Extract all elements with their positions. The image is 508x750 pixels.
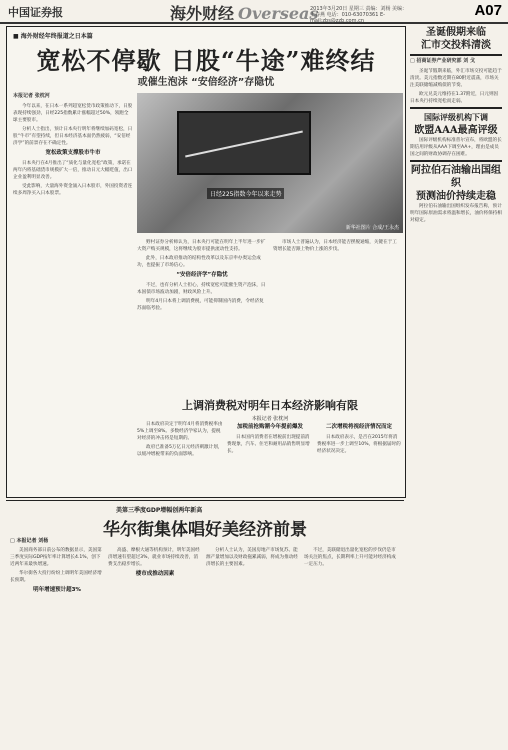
lead-subheading: “安倍经济学”存隐忧 — [176, 272, 228, 278]
paragraph: 野村证券分析师认为，日本央行可能在明年上半年进一步扩大资产购买规模，这将继续为股市提供流动性支持。 — [137, 240, 266, 252]
right-byline: □ 招商证券产业研究部 刘 戈 — [410, 58, 475, 64]
inner-subheading: 二次增税将视经济情况而定 — [325, 424, 392, 430]
paragraph: 今年以来，在日本一系列超宽松货币政策推动下，日股表现持续强劲，日经225指数累计涨幅超过50%，领跑全球主要股市。 — [13, 104, 133, 123]
bottom-kicker: 美第三季度GDP增幅创两年新高 — [116, 507, 203, 514]
lead-article — [6, 26, 406, 498]
paragraph: 不过，美联储退出量化宽松的步伐仍是市场关注的焦点，长期利率上升可能对经济构成一定压力。 — [304, 548, 396, 567]
paragraph: 日本政府表示，是否在2015年将消费税率进一步上调至10%，将根据届时的经济状况决定。 — [317, 435, 401, 454]
right-headline-4: 欧盟AAA最高评级 — [414, 125, 498, 136]
photo-credit: 新华社图片 合成/王永杰 — [345, 225, 399, 231]
bottom-subheading: 楼市成推动因素 — [135, 571, 175, 577]
right-headline-3: 国际评级机构下调 — [424, 112, 488, 122]
right-text-a — [410, 58, 502, 105]
paragraph: 分析人士指出，预计日本央行明年将继续加码宽松，日股“牛市”有望持续，但日本经济基本面仍然疲弱，“安倍经济学”的前景存在不确定性。 — [13, 127, 133, 146]
divider — [410, 160, 502, 162]
paragraph: 受此影响，大量海外资金涌入日本股市，外国投资者连续多周净买入日本股票。 — [13, 184, 133, 196]
lead-subheading: 宽松政策支撑股市牛市 — [45, 150, 101, 156]
bottom-article — [6, 500, 404, 746]
section-title-cn: 海外财经 — [170, 4, 235, 23]
inner-column-3 — [317, 421, 401, 457]
section-title-en: Overseas — [238, 4, 319, 23]
right-column — [410, 26, 502, 226]
paragraph: 明年4月日本将上调消费税，可能抑制国内消费，令经济复苏面临考验。 — [137, 299, 264, 311]
paragraph: 阿拉伯石油输出国组织发布报告称，预计明年国际原油需求将温和增长，油价将保持相对稳定。 — [410, 204, 502, 223]
lead-byline: 本报记者 张枕河 — [13, 93, 50, 99]
photo-caption: 日经225指数今年以来走势 — [207, 188, 284, 199]
inner-article-head — [137, 397, 403, 422]
paragraph: 日本央行在4月推出了“质化与量化宽松”政策，承诺在两年内将基础货币规模扩大一倍，推动日元大幅贬值，出口企业盈利明显改善。 — [13, 161, 133, 180]
paragraph: 日本国内消费者在增税前出现提前消费现象，汽车、住宅和耐用品销售明显增长。 — [227, 435, 310, 454]
inner-byline: 本报记者 张枕河 — [251, 416, 289, 422]
bottom-column-1 — [10, 547, 104, 597]
inner-column-1 — [137, 421, 223, 460]
paragraph: 华尔街各大投行纷纷上调明年美国经济增长预期。 — [10, 571, 102, 583]
masthead: 中国证券报 — [8, 6, 63, 19]
lead-column-3 — [273, 239, 401, 255]
lead-column-2 — [137, 239, 267, 314]
section-title — [170, 1, 318, 24]
page-number: A07 — [474, 2, 502, 19]
divider — [410, 54, 502, 56]
paragraph: 圣诞节假期来临，外汇市场交投可能趋于清淡。美元指数近期在80附近震荡，市场关注美联储缩减购债的节奏。 — [410, 69, 502, 88]
inner-column-2 — [227, 421, 313, 457]
paragraph: 国际评级机构标准普尔宣布，将欧盟的长期信用评级从AAA下调至AA+，理由是成员国之间的财政协调存在困难。 — [410, 138, 502, 157]
right-headline-6: 预测油价持续走稳 — [416, 191, 496, 202]
paragraph: 高盛、摩根大通等机构预计，明年美国经济增速有望超过3%，就业市场持续改善，消费支出稳步增长。 — [108, 548, 200, 567]
paragraph: 政府已准备5万亿日元经济刺激计划，以缓冲增税带来的负面影响。 — [137, 445, 223, 457]
right-headline-5: 阿拉伯石油输出国组织 — [411, 165, 501, 189]
bottom-column-3 — [206, 547, 300, 570]
right-text-b — [410, 137, 502, 158]
bottom-byline: □ 本报记者 刘杨 — [10, 538, 49, 544]
right-text-c — [410, 203, 502, 224]
paragraph: 分析人士认为，美国房地产市场复苏、能源产量增加以及财政拖累减弱，将成为推动经济增长的主要因素。 — [206, 548, 298, 567]
photo-chart-screen — [177, 111, 311, 175]
paragraph: 此外，日本政府推动的结构性改革以及东京申办奥运会成功，也提振了市场信心。 — [137, 256, 261, 268]
right-headline-1: 圣诞假期来临 — [426, 27, 486, 38]
paragraph: 日本政府决定于明年4月将消费税率由5%上调至8%。多数经济学家认为，提税对经济的冲击将是短期的。 — [137, 422, 223, 441]
page-meta: 2013年3月20日 星期三 责编：刘杨 美编：王春燕 电话：010-63070361 E-mail:zbs@zzb.com.cn — [310, 6, 408, 24]
lead-subhead: 或催生泡沫 “安倍经济”存隐忧 — [137, 77, 275, 88]
paragraph: 美国商务部日前公布的数据显示，美国第三季度实际GDP按年率计算增长4.1%，创下近两年来最快增速。 — [10, 548, 102, 567]
paragraph: 不过，也有分析人士担心，持续宽松可能催生资产泡沫，日本国债市场波动加剧，财政风险上升。 — [137, 283, 266, 295]
lead-column-1 — [13, 93, 133, 199]
bottom-column-2 — [108, 547, 202, 581]
lead-photo — [137, 93, 403, 233]
paragraph: 市场人士普遍认为，日本经济能否摆脱通缩，关键在于工资增长能否跟上物价上涨的步伐。 — [273, 240, 397, 252]
bottom-headline: 华尔街集体唱好美经济前景 — [103, 520, 307, 540]
right-headline-2: 汇市交投料清淡 — [421, 40, 491, 51]
bottom-subheading: 明年增速预计超3% — [33, 587, 81, 593]
lead-tagline: ■ 海外财经年终报道之日本篇 — [13, 33, 93, 40]
divider — [410, 107, 502, 109]
lead-headline: 宽松不停歇 日股“牛途”难终结 — [36, 46, 376, 75]
paragraph: 欧元兑美元维持在1.37附近，日元则因日本央行持续宽松而走弱。 — [410, 92, 499, 104]
inner-subheading: 加税前抢购潮今年提前爆发 — [236, 424, 303, 430]
bottom-column-4 — [304, 547, 400, 570]
inner-headline: 上调消费税对明年日本经济影响有限 — [182, 399, 358, 412]
page-header — [0, 0, 508, 24]
